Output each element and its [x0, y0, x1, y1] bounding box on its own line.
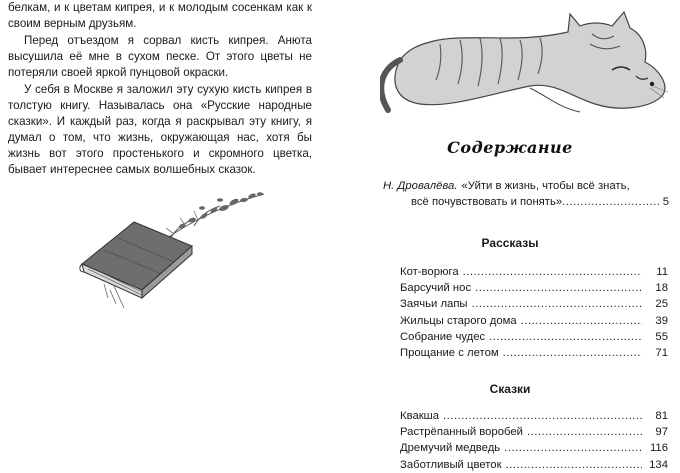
toc-entry-page: 18	[655, 282, 668, 295]
toc-entry-title: Заботливый цветок	[400, 458, 502, 471]
toc-entry-title: Кот-ворюга	[400, 266, 459, 278]
dot-leader	[562, 194, 661, 210]
dot-leader	[521, 313, 642, 329]
dot-leader	[475, 280, 642, 296]
toc-entry-title: Дремучий медведь	[400, 442, 501, 455]
toc-entry-page: 39	[655, 314, 668, 327]
dot-leader	[463, 264, 642, 280]
toc-entry	[400, 424, 668, 440]
toc-entry	[400, 457, 668, 473]
toc-entry	[400, 280, 668, 296]
toc-entry	[400, 313, 668, 329]
tales-list	[400, 408, 668, 473]
dot-leader	[506, 457, 642, 473]
intro-title-line-2: всё почувствовать и понять»	[411, 196, 563, 208]
toc-entry-title: Квакша	[400, 410, 440, 422]
toc-entry-page: 55	[655, 330, 668, 343]
toc-entry-title: Жильцы старого дома	[400, 314, 517, 327]
dot-leader	[504, 440, 642, 456]
toc-entry	[400, 296, 668, 312]
left-page	[0, 0, 340, 472]
toc-entry-title: Заячьи лапы	[400, 298, 468, 311]
sleeping-cat-illustration	[380, 0, 670, 120]
toc-entry-title: Растрёпанный воробей	[400, 426, 523, 439]
toc-entry-page: 134	[649, 458, 668, 471]
toc-entry-page: 71	[655, 346, 668, 359]
toc-entry-page: 25	[655, 298, 668, 311]
toc-entry	[400, 264, 668, 280]
toc-entry	[400, 440, 668, 456]
toc-entry-title: Барсучий нос	[400, 282, 472, 295]
stories-heading: Рассказы	[481, 236, 539, 250]
dot-leader	[443, 408, 642, 424]
paragraph-3: У себя в Москве я заложил эту сухую кисть кипрея в толстую книгу. Называлась она «Русские народные сказки». И каждый раз, когда я раскрывал эту книгу, я думал о том, что жизнь, окружающая нас, хотя бы жизнь вот этого простенького и скромного цветка, бывает интереснее самых волшебных сказок.	[8, 83, 312, 176]
toc-entry-page: 11	[656, 266, 668, 278]
toc-entry-title: Собрание чудес	[400, 330, 486, 343]
dot-leader	[503, 345, 642, 361]
tales-heading: Сказки	[489, 382, 531, 396]
toc-entry-title: Прощание с летом	[400, 346, 499, 359]
intro-author: Н. Дровалёва.	[383, 180, 458, 192]
intro-line-1	[383, 178, 669, 194]
intro-title-line-1: «Уйти в жизнь, чтобы всё знать,	[461, 180, 630, 192]
toc-entry-page: 81	[655, 410, 668, 422]
dot-leader	[527, 424, 642, 440]
toc-entry	[400, 345, 668, 361]
intro-entry	[383, 178, 669, 210]
dot-leader	[489, 329, 642, 345]
intro-line-2	[383, 194, 669, 210]
stories-list	[400, 264, 668, 361]
toc-entry	[400, 408, 668, 424]
toc-entry-page: 97	[655, 426, 668, 439]
intro-page-number: 5	[662, 196, 669, 208]
toc-entry	[400, 329, 668, 345]
paragraph-1: белкам, и к цветам кипрея, и к молодым сосенкам как к своим верным друзьям.	[8, 1, 312, 30]
toc-entry-page: 116	[649, 442, 668, 455]
dot-leader	[472, 296, 642, 312]
paragraph-2: Перед отъездом я сорвал кисть кипрея. Анюта высушила её мне в сухом песке. От этого цветы не потеряли своей яркой пунцовой окраски.	[8, 34, 312, 79]
book-with-flower-illustration	[74, 186, 274, 316]
contents-title: Содержание	[447, 138, 573, 157]
